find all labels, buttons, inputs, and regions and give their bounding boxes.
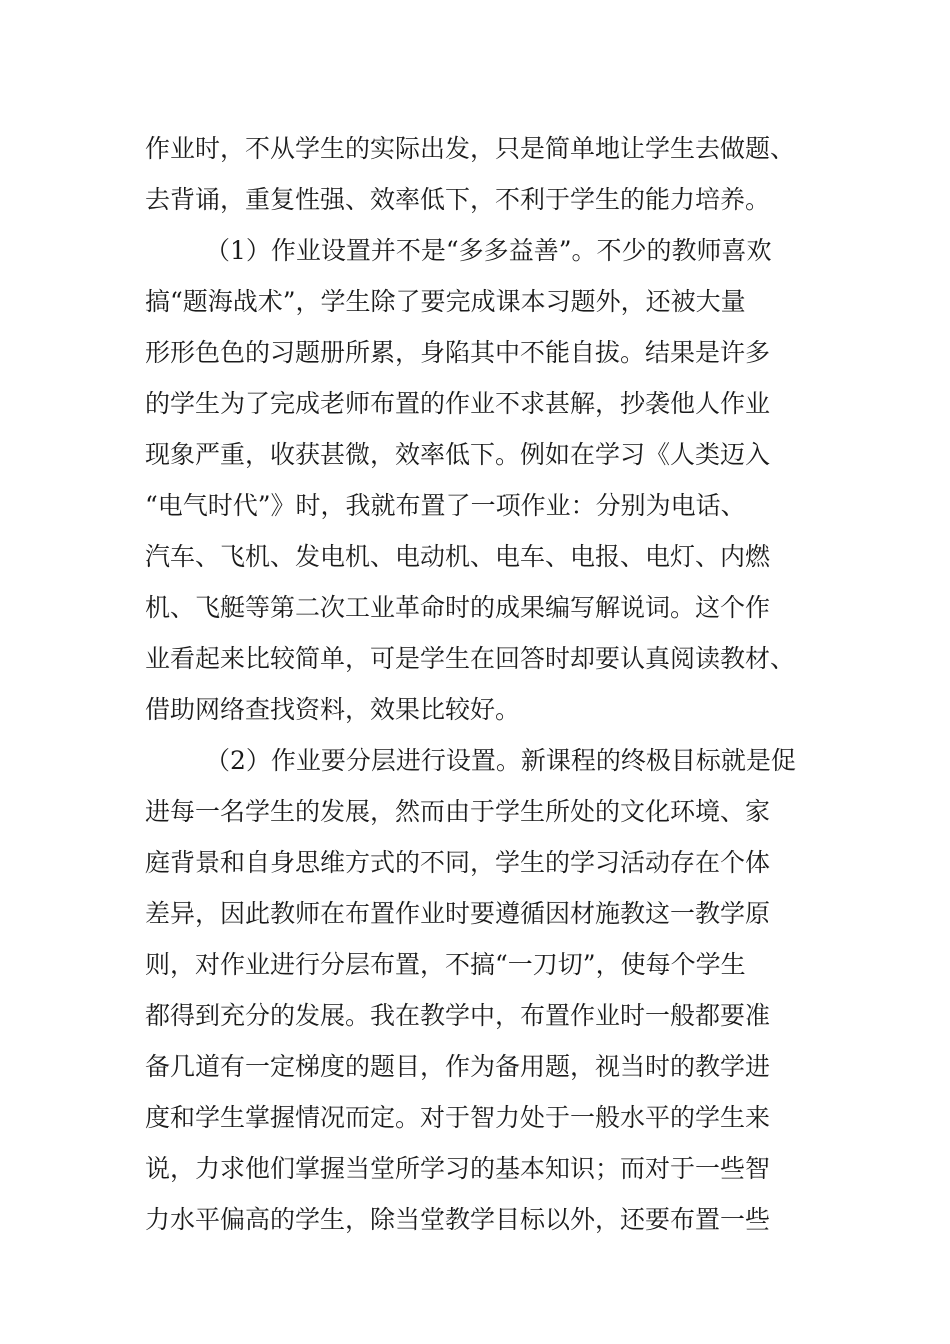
text-line: 作业时，不从学生的实际出发，只是简单地让学生去做题、 [145,134,796,163]
text-line: “电气时代”》时，我就布置了一项作业：分别为电话、 [145,491,746,520]
text-line: 力水平偏高的学生，除当堂教学目标以外，还要布置一些 [145,1205,771,1234]
text-line: 庭背景和自身思维方式的不同，学生的学习活动存在个体 [145,848,771,877]
paragraph-2-first-line: （2）作业要分层进行设置。新课程的终极目标就是促 [205,746,796,775]
text-line: 业看起来比较简单，可是学生在回答时却要认真阅读教材、 [145,644,796,673]
text-line: 的学生为了完成老师布置的作业不求甚解，抄袭他人作业 [145,389,771,418]
text-line: 借助网络查找资料，效果比较好。 [145,695,521,724]
text-line: 说，力求他们掌握当堂所学习的基本知识；而对于一些智 [145,1154,771,1183]
text-line: 都得到充分的发展。我在教学中，布置作业时一般都要准 [145,1001,771,1030]
text-line: 形形色色的习题册所累，身陷其中不能自拔。结果是许多 [145,338,771,367]
text-line: 机、飞艇等第二次工业革命时的成果编写解说词。这个作 [145,593,771,622]
text-line: 去背诵，重复性强、效率低下，不利于学生的能力培养。 [145,185,771,214]
text-line: 现象严重，收获甚微，效率低下。例如在学习《人类迈入 [145,440,771,469]
paragraph-1-first-line: （1）作业设置并不是“多多益善”。不少的教师喜欢 [205,236,772,265]
text-line: 差异，因此教师在布置作业时要遵循因材施教这一教学原 [145,899,771,928]
text-line: 进每一名学生的发展，然而由于学生所处的文化环境、家 [145,797,771,826]
text-line: 度和学生掌握情况而定。对于智力处于一般水平的学生来 [145,1103,771,1132]
text-line: 汽车、飞机、发电机、电动机、电车、电报、电灯、内燃 [145,542,771,571]
text-line: 搞“题海战术”，学生除了要完成课本习题外，还被大量 [145,287,746,316]
text-line: 则，对作业进行分层布置，不搞“一刀切”，使每个学生 [145,950,746,979]
text-line: 备几道有一定梯度的题目，作为备用题，视当时的教学进 [145,1052,771,1081]
